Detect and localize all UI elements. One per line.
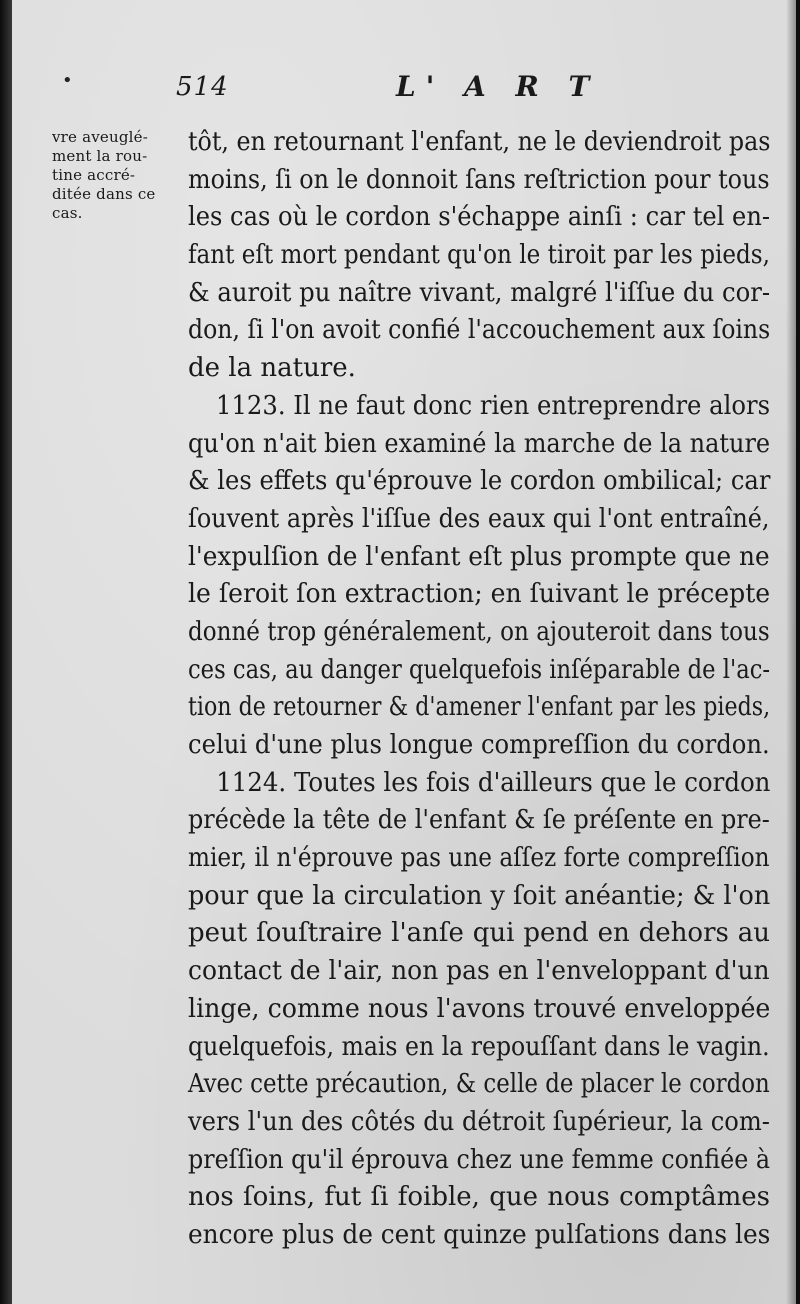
text-line: celui d'une plus longue compreſſion du cordon.	[188, 730, 770, 760]
margin-note-line: ditée dans ce	[52, 185, 156, 203]
text-line: les cas où le cordon s'échappe ainſi : car tel en-	[188, 202, 771, 233]
text-line: vers l'un des côtés du détroit ſupérieur, la com-	[188, 1106, 770, 1137]
margin-note-line: vre aveuglé-	[52, 128, 148, 146]
text-line: linge, comme nous l'avons trouvé enveloppée	[188, 993, 771, 1024]
text-line: & auroit pu naître vivant, malgré l'iſſue du cor-	[188, 277, 771, 308]
text-line: le ſeroit ſon extraction; en ſuivant le précepte	[188, 579, 771, 610]
body-text	[188, 124, 770, 1255]
text-line: encore plus de cent quinze pulſations dans les	[188, 1219, 771, 1250]
text-line: fant eſt mort pendant qu'on le tiroit par les pieds,	[188, 240, 770, 271]
running-head: L' A R T	[396, 70, 600, 103]
text-line: tion de retourner & d'amener l'enfant par les pieds,	[188, 692, 771, 723]
paragraph-1123-start: 1123. Il ne faut donc rien entreprendre alors	[216, 390, 771, 421]
book-gutter-shadow	[0, 0, 12, 1304]
text-line: & les effets qu'éprouve le cordon ombilical; car	[188, 466, 771, 497]
margin-note	[52, 128, 182, 223]
margin-note-line: tine accré-	[52, 166, 136, 184]
text-line: pour que la circulation y ſoit anéantie; & l'on	[188, 880, 771, 911]
text-line: moins, ſi on le donnoit ſans reſtriction pour tous	[188, 164, 770, 195]
text-line: de la nature.	[188, 353, 356, 384]
text-line: nos ſoins, fut ſi foible, que nous comptâmes	[188, 1182, 770, 1213]
text-line: Avec cette précaution, & celle de placer le cordon	[188, 1069, 770, 1100]
text-line: ſouvent après l'iſſue des eaux qui l'ont entraîné,	[188, 503, 770, 534]
text-line: donné trop généralement, on ajouteroit dans tous	[188, 616, 770, 647]
margin-note-line: cas.	[52, 204, 83, 222]
text-line: qu'on n'ait bien examiné la marche de la nature	[188, 428, 771, 459]
text-line: peut ſouſtraire l'anſe qui pend en dehors au	[188, 918, 770, 949]
text-line: preſſion qu'il éprouva chez une femme confiée à	[188, 1144, 771, 1175]
text-line: don, ſi l'on avoit confié l'accouchement aux ſoins	[188, 315, 771, 346]
text-line: contact de l'air, non pas en l'enveloppant d'un	[188, 956, 770, 987]
paragraph-1124-start: 1124. Toutes les fois d'ailleurs que le cordon	[216, 767, 771, 798]
text-line: quelquefois, mais en la repouſſant dans le vagin.	[188, 1031, 770, 1062]
margin-note-line: ment la rou-	[52, 147, 148, 165]
page-number: 514	[176, 72, 229, 102]
text-line: mier, il n'éprouve pas une aſſez forte compreſſion	[188, 843, 770, 874]
page-edge-shadow	[786, 0, 796, 1304]
text-line: ces cas, au danger quelquefois inſéparable de l'ac-	[188, 654, 771, 685]
bullet-mark: •	[62, 70, 73, 91]
text-line: précède la tête de l'enfant & ſe préſente en pre-	[188, 805, 770, 836]
text-line: l'expulſion de l'enfant eſt plus prompte que ne	[188, 541, 770, 572]
book-page	[12, 0, 796, 1304]
text-line: tôt, en retournant l'enfant, ne le deviendroit pas	[188, 127, 771, 157]
